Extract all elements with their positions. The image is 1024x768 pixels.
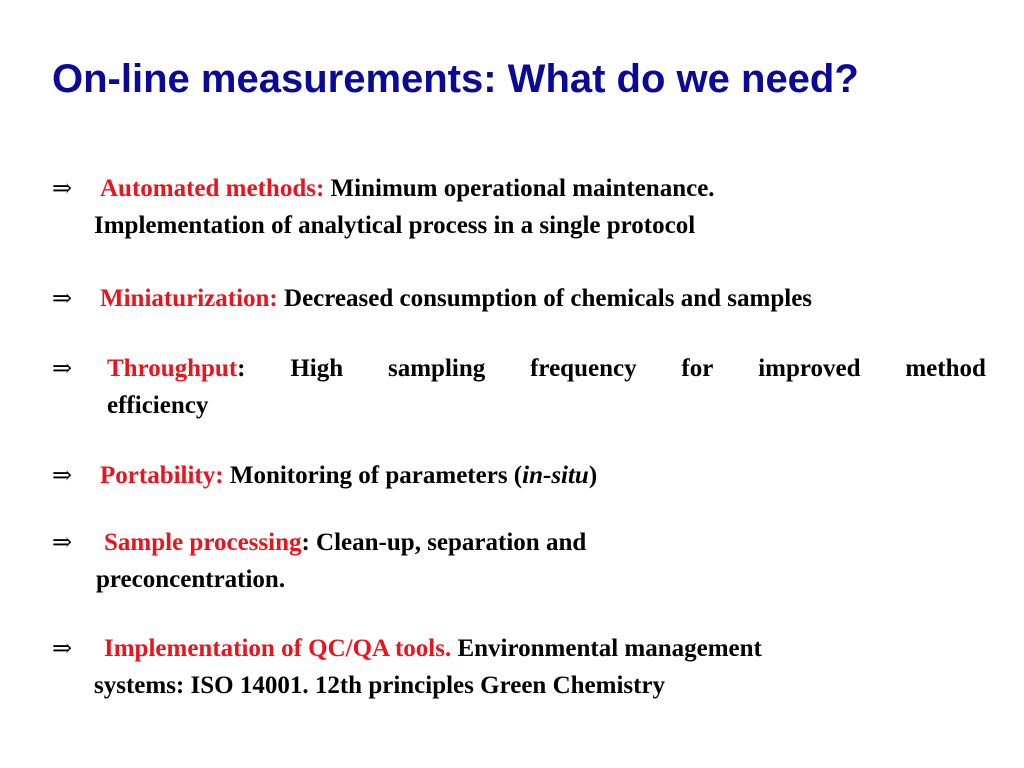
bullet-word: improved: [758, 355, 861, 382]
bullet-qc-qa-tools: [52, 630, 972, 704]
bullet-term: Automated methods:: [100, 175, 325, 202]
double-arrow-icon: ⇒: [52, 461, 73, 489]
bullet-word: High: [290, 355, 344, 382]
bullet-automated-methods: [52, 170, 982, 244]
bullet-text-continued: preconcentration.: [96, 566, 286, 593]
bullet-word: method: [905, 355, 986, 382]
double-arrow-icon: ⇒: [52, 354, 73, 382]
bullet-text: Monitoring of parameters (: [223, 462, 523, 489]
bullet-word: for: [681, 355, 714, 382]
bullet-sample-processing: [52, 524, 952, 598]
bullet-term: Throughput: [107, 355, 238, 382]
bullet-word: frequency: [530, 355, 637, 382]
bullet-term: Sample processing: [104, 529, 302, 556]
bullet-term: Portability:: [100, 462, 224, 489]
bullet-portability: [52, 457, 952, 494]
double-arrow-icon: ⇒: [52, 284, 73, 312]
bullet-text: Decreased consumption of chemicals and samples: [277, 285, 813, 312]
double-arrow-icon: ⇒: [52, 174, 73, 202]
bullet-text-continued: efficiency: [107, 392, 209, 419]
bullet-miniaturization: [52, 280, 1002, 317]
bullet-text: : Clean-up, separation and: [301, 529, 587, 556]
bullet-text: Environmental management: [451, 635, 762, 662]
bullet-text: Minimum operational maintenance.: [324, 175, 715, 202]
bullet-text-continued: Implementation of analytical process in a single protocol: [94, 212, 696, 239]
double-arrow-icon: ⇒: [52, 634, 73, 662]
bullet-term: Miniaturization:: [100, 285, 278, 312]
bullet-text-continued: systems: ISO 14001. 12th principles Green Chemistry: [94, 672, 666, 699]
bullet-word: sampling: [387, 355, 486, 382]
bullet-text-italic: in-situ: [522, 462, 589, 489]
bullet-term: Implementation of QC/QA tools.: [104, 635, 452, 662]
double-arrow-icon: ⇒: [52, 528, 73, 556]
bullet-word: :: [237, 355, 246, 382]
bullet-throughput: [52, 350, 986, 424]
bullet-text: ): [588, 462, 598, 489]
slide-title: On-line measurements: What do we need?: [52, 57, 859, 101]
